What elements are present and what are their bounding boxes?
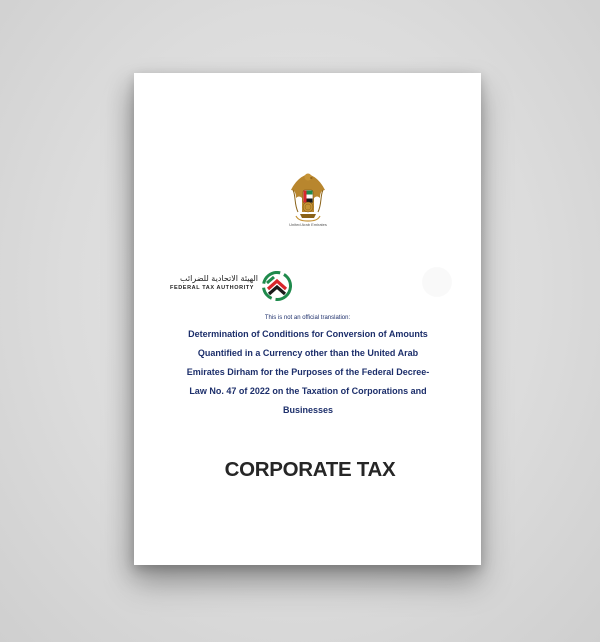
fta-english-name: FEDERAL TAX AUTHORITY: [170, 285, 254, 291]
title-line: Emirates Dirham for the Purposes of the Federal Decree-: [186, 367, 430, 377]
translation-disclaimer: This is not an official translation:: [264, 315, 351, 321]
emblem-caption: United Arab Emirates: [289, 222, 327, 227]
fta-logo-icon: [262, 271, 292, 301]
title-line: Determination of Conditions for Conversion of Amounts: [188, 329, 428, 339]
document-title: [178, 325, 438, 420]
uae-emblem-icon: [284, 168, 332, 228]
document-page: [134, 73, 481, 565]
title-line: Businesses: [282, 405, 334, 415]
faint-watermark-circle: [422, 267, 452, 297]
fta-logo: [170, 271, 295, 301]
title-line: Law No. 47 of 2022 on the Taxation of Corporations and: [189, 386, 427, 396]
title-line: Quantified in a Currency other than the United Arab: [197, 348, 419, 358]
fta-arabic-name: الهيئة الاتحادية للضرائب: [180, 274, 258, 283]
corporate-tax-heading: CORPORATE TAX: [224, 458, 396, 481]
